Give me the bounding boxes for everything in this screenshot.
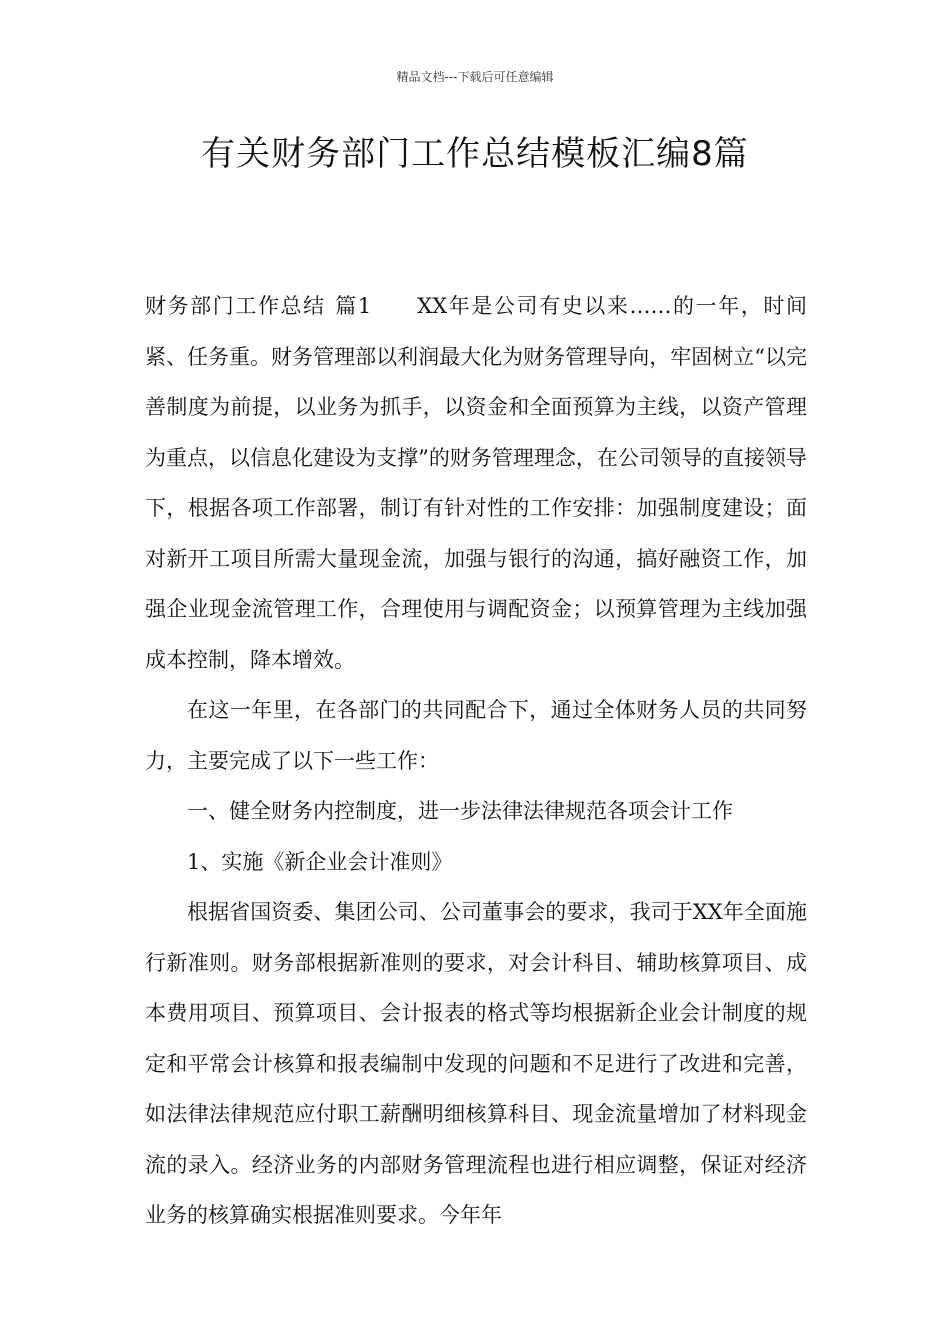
- section-label: 财务部门工作总结: [145, 294, 326, 318]
- section-number: 篇1: [333, 294, 372, 318]
- header-note: 精品文档---下载后可任意编辑: [396, 70, 554, 84]
- document-body: [145, 281, 807, 1241]
- heading-subsection-1: 1、实施《新企业会计准则》: [187, 849, 453, 874]
- paragraph-2: 在这一年里，在各部门的共同配合下，通过全体财务人员的共同努力，主要完成了以下一些工作：: [145, 698, 807, 773]
- paragraph-3: 根据省国资委、集团公司、公司董事会的要求，我司于XX年全面施行新准则。财务部根据新准则的要求，对会计科目、辅助核算项目、成本费用项目、预算项目、会计报表的格式等均根据新企业会计制度的规定和平常会计核算和报表编制中发现的问题和不足进行了改进和完善，如法律法律规范应付职工薪酬明细核算科目、现金流量增加了材料现金流的录入。经济业务的内部财务管理流程也进行相应调整，保证对经济业务的核算确实根据准则要求。今年年: [145, 900, 807, 1227]
- paragraph-1-text: XX年是公司有史以来……的一年，时间紧、任务重。财务管理部以利润最大化为财务管理导向，牢固树立“以完善制度为前提，以业务为抓手，以资金和全面预算为主线，以资产管理为重点，以信息化建设为支撑”的财务管理理念，在公司领导的直接领导下，根据各项工作部署，制订有针对性的工作安排：加强制度建设；面对新开工项目所需大量现金流，加强与银行的沟通，搞好融资工作，加强企业现金流管理工作，合理使用与调配资金；以预算管理为主线加强成本控制，降本增效。: [145, 294, 807, 672]
- paragraph-1: [145, 281, 807, 685]
- heading-section-1: 一、健全财务内控制度，进一步法律法律规范各项会计工作: [187, 799, 733, 823]
- document-title: 有关财务部门工作总结模板汇编8篇: [201, 134, 749, 174]
